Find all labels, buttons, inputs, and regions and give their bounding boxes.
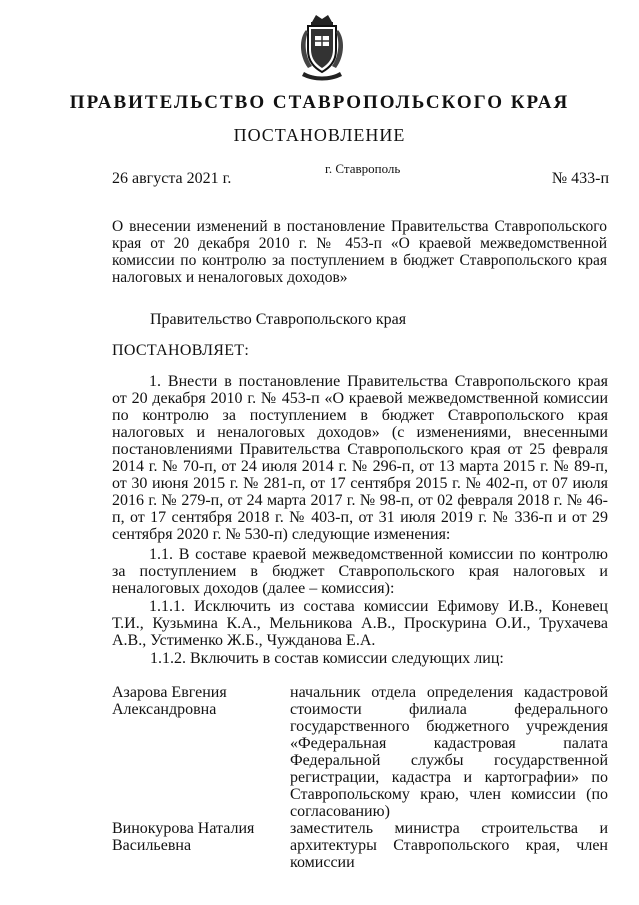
member-role: начальник отдела определения кадастровой стоимости филиала федерального государственного бюджетного учреждения «Федеральная кадастровая палата Федеральной службы государственной регистрации, кадастра и картографии» по Ставропольскому краю, член комиссии (по согласованию): [290, 684, 608, 820]
member-name: Азарова Евгения Александровна: [112, 684, 227, 718]
government-line: Правительство Ставропольского края: [150, 311, 407, 328]
member-name: Винокурова Наталия Васильевна: [112, 820, 255, 854]
document-type: ПОСТАНОВЛЕНИЕ: [233, 125, 406, 145]
member-role: заместитель министра строительства и архитектуры Ставропольского края, член комиссии: [290, 820, 608, 871]
paragraph-1-1-1: 1.1.1. Исключить из состава комиссии Ефимову И.В., Коневец Т.И., Кузьмина К.А., Мельникова А.В., Проскурина О.И., Трухачева А.В., Устименко Ж.Б., Чужданова Е.А.: [112, 598, 608, 649]
document-number: № 433-п: [551, 170, 609, 187]
paragraph-1: 1. Внести в постановление Правительства Ставропольского края от 20 декабря 2010 г. № 453-п «О краевой межведомственной комиссии по контролю за поступлением в бюджет Ставропольского края налоговых и неналоговых доходов» (с изменениями, внесенными постановлениями Правительства Ставропольского края от 25 февраля 2014 г. № 70-п, от 24 июля 2014 г. № 296-п, от 13 марта 2015 г. № 89-п, от 30 июня 2015 г. № 281-п, от 17 сентября 2015 г. № 402-п, от 07 июля 2016 г. № 279-п, от 24 марта 2017 г. № 98-п, от 02 февраля 2018 г. № 46-п, от 17 сентября 2018 г. № 403-п, от 31 июля 2019 г. № 336-п и от 29 сентября 2020 г. № 530-п) следующие изменения:: [112, 373, 608, 543]
document-date: 26 августа 2021 г.: [112, 170, 232, 187]
government-title: ПРАВИТЕЛЬСТВО СТАВРОПОЛЬСКОГО КРАЯ: [69, 92, 570, 113]
paragraph-1-1-2: 1.1.2. Включить в состав комиссии следующих лиц:: [150, 650, 504, 667]
paragraph-1-1: 1.1. В составе краевой межведомственной комиссии по контролю за поступлением в бюджет Ставропольского края налоговых и неналоговых доходов (далее – комиссия):: [112, 546, 608, 597]
coat-of-arms-icon: [296, 12, 348, 82]
document-subject: О внесении изменений в постановление Правительства Ставропольского края от 20 декабря 2010 г. № 453-п «О краевой межведомственной комиссии по контролю за поступлением в бюджет Ставропольского края налоговых и неналоговых доходов»: [112, 218, 607, 286]
decree-word: ПОСТАНОВЛЯЕТ:: [112, 342, 250, 359]
document-city: г. Ставрополь: [325, 161, 401, 176]
